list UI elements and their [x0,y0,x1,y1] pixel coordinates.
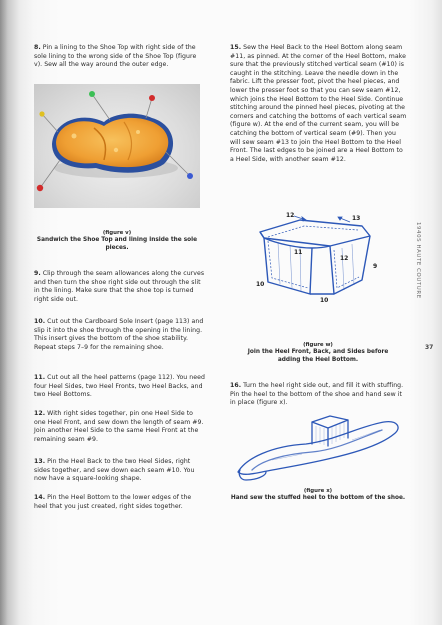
seam-label-13: 13 [352,215,361,222]
step-number: 15. [230,44,242,51]
step-text: Sew the Heel Back to the Heel Bottom along seam #11, as pinned. At the corner of the Heel Bottom, make sure that the previously stitched vertical seam (#10) is caught in the stitching. Leave the needle down in the fabric. Lift the presser foot, pivot the heel pieces, and lower the presser foot so that you can sew seam #12, which joins the Heel Bottom to the Heel Side. Continue stitching around the pinned heel pieces, pivoting at the corners and catching the bottoms of each vertical seam (figure w). At the end of the current seam, you will be catching the bottom of vertical seam (#9). Then you will sew seam #13 to join the Heel Bottom to the Heel Front. The last edges to be joined are a Heel Bottom to a Heel Side, with another seam #12. [230,44,407,163]
pin-head-icon [187,173,193,179]
step-number: 10. [34,318,46,325]
heel-block-outline [312,416,348,444]
step-12 [34,410,206,444]
figure-caption-text: Sandwich the Shoe Top and lining inside the sole pieces. [36,237,198,251]
step-number: 8. [34,44,41,51]
figure-w-heel-diagram [238,208,396,308]
figure-label: (figure v) [102,230,132,236]
step-number: 13. [34,458,46,465]
step-text: Pin the Heel Bottom to the lower edges of the heel that you just created, right sides together. [34,494,192,510]
figure-label: (figure w) [303,342,333,348]
figure-x-shoe-drawing [232,400,408,484]
pin-head-icon [89,91,95,97]
seam-label-12: 12 [286,212,295,219]
step-number: 16. [230,382,242,389]
step-number: 9. [34,270,41,277]
pin-head-icon [39,111,44,116]
figure-v-caption [34,230,200,252]
step-number: 14. [34,494,46,501]
step-8 [34,44,204,70]
step-11 [34,374,206,400]
step-text: With right sides together, pin one Heel Side to one Heel Front, and sew down the length of seam #9. Join another Heel Side to the same Heel Front at the remaining seam #9. [34,410,204,443]
heel-side-outline [264,238,312,294]
seam-label-10-left: 10 [256,281,265,288]
figure-w-caption [236,342,400,364]
step-text: Clip through the seam allowances along the curves and then turn the shoe right side out through the slit in the lining. Make sure that the shoe top is turned right side out. [34,270,205,303]
step-9 [34,270,206,304]
shoe-top-fabric [56,118,168,167]
figure-caption-text: Hand sew the stuffed heel to the bottom of the shoe. [230,495,406,502]
pin-head-icon [149,95,155,101]
seam-label-11: 11 [294,249,303,256]
figure-label: (figure x) [303,488,333,494]
step-number: 12. [34,410,46,417]
figure-v-photo [34,84,200,208]
seam-label-12-right: 12 [340,255,349,262]
figure-x-caption [226,488,410,503]
step-text: Pin a lining to the Shoe Top with right side of the sole lining to the wrong side of the Shoe Top (figure v). Sew all the way around the outer edge. [34,44,197,69]
seam-label-9: 9 [373,263,378,270]
step-10 [34,318,206,352]
pin-head-icon [37,185,43,191]
shoe-top-photo-illustration [34,84,200,208]
figure-caption-text: Join the Heel Front, Back, and Sides before adding the Heel Bottom. [247,349,389,363]
page-number: 37 [425,344,434,351]
seam-label-10-right: 10 [320,297,329,304]
running-head-text: 1940S HAUTE COUTURE [415,222,421,299]
step-13 [34,458,206,484]
step-text: Cut out all the heel patterns (page 112). You need four Heel Sides, two Heel Fronts, two Heel Backs, and two Heel Bottoms. [34,374,205,399]
shoe-sole-outline [238,422,398,475]
step-text: Pin the Heel Back to the two Heel Sides, right sides together, and sew down each seam #10. You now have a square-looking shape. [34,458,195,483]
step-14 [34,494,206,511]
step-text: Cut out the Cardboard Sole Insert (page 113) and slip it into the shoe through the opening in the lining. This insert gives the bottom of the shoe stability. Repeat steps 7–9 for the remaining shoe. [34,318,204,351]
step-text: Turn the heel right side out, and fill it with stuffing. Pin the heel to the bottom of the shoe and hand sew it in place (figure x). [230,382,404,407]
step-15 [230,44,408,164]
step-number: 11. [34,374,46,381]
